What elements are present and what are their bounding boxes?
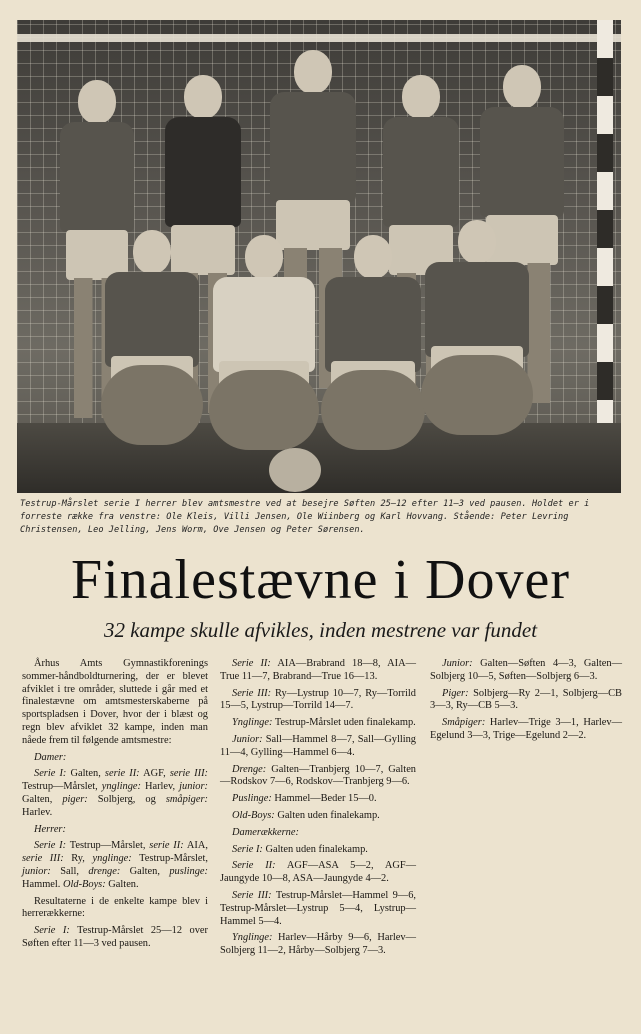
result-item: Serie II: AGF—ASA 5—2, AGF—Jaungyde 10—8, ASA—Jaungyde 4—2.: [220, 860, 417, 885]
result-item: Drenge: Galten—Tranbjerg 10—7, Galten—Rodskov 7—6, Rodskov—Tranbjerg 9—6.: [220, 763, 416, 788]
article-column-3: [430, 658, 622, 747]
result-serie-1: Serie I: Testrup-Mårslet 25—12 over Søften efter 11—3 ved pausen.: [22, 925, 208, 949]
intro-paragraph: Århus Amts Gymnastikforenings sommer-håndboldturnering, der er blevet afviklet i tre områder, sluttede i går med et finalestævne om amtsmesterskaberne på sportspladsen i Dover, hvor der i blæst og regn blev afviklet 32 kampe, inden man nåede frem til følgende amtsmestre:: [22, 658, 208, 746]
article-headline: Finalestævne i Dover: [70, 549, 571, 611]
result-item: Ynglinge: Testrup-Mårslet uden finalekamp.: [232, 717, 416, 729]
team-photo: [17, 20, 621, 493]
damer-champions: Serie I: Galten, serie II: AGF, serie III: Testrup—Mårslet, ynglinge: Harlev, junior: Galten, piger: Solbjerg, og småpiger: Harlev.: [22, 768, 209, 818]
kneeling-player: [97, 230, 207, 460]
result-item: Ynglinge: Harlev—Hårby 9—6, Harlev—Solbjerg 11—2, Hårby—Solbjerg 7—3.: [220, 932, 416, 957]
result-item: Junior: Galten—Søften 4—3, Galten—Solbjerg 10—5, Søften—Solbjerg 6—3.: [430, 658, 622, 682]
article-subheadline: 32 kampe skulle afvikles, inden mestrene var fundet: [103, 618, 538, 642]
result-item: Puslinge: Hammel—Beder 15—0.: [232, 793, 377, 805]
result-item: Serie III: Ry—Lystrup 10—7, Ry—Torrild 15—5, Lystrup—Torrild 14—7.: [220, 687, 416, 712]
kneeling-player: [317, 235, 429, 470]
result-item: Serie I: Galten uden finalekamp.: [232, 843, 368, 855]
results-intro: Resultaterne i de enkelte kampe blev i herrerækkerne:: [22, 895, 208, 920]
kneeling-player: [417, 220, 537, 460]
section-heading-damer: Damer:: [34, 751, 67, 763]
result-item: Småpiger: Harlev—Trige 3—1, Harlev—Egelund 3—3, Trige—Egelund 2—2.: [430, 717, 622, 741]
result-item: Piger: Solbjerg—Ry 2—1, Solbjerg—CB 3—3, Ry—CB 5—3.: [430, 687, 622, 712]
photo-caption: Testrup-Mårslet serie I herrer blev amtsmestre ved at besejre Søften 25—12 efter 11—3 ved pausen. Holdet er i forreste række fra venstre: Ole Kleis, Villi Jensen, Ole Wiinberg og Karl Hovvang. Stående: Peter Levring Christensen, Leo Jelling, Jens Worm, Ove Jensen og Peter Sørensen.: [20, 499, 590, 535]
section-heading-herrer: Herrer:: [34, 823, 66, 835]
kneeling-player: [205, 235, 323, 475]
result-item: Serie II: AIA—Brabrand 18—8, AIA—True 11—7, Brabrand—True 16—13.: [220, 658, 416, 682]
result-item: Serie III: Testrup-Mårslet—Hammel 9—6, Testrup-Mårslet—Lystrup 5—4, Lystrup—Hammel 5—4.: [220, 889, 416, 927]
result-item: Junior: Sall—Hammel 8—7, Sall—Gylling 11—4, Gylling—Hammel 6—4.: [220, 733, 416, 758]
herrer-champions: Serie I: Testrup—Mårslet, serie II: AIA, serie III: Ry, ynglinge: Testrup-Mårslet, junior: Sall, drenge: Galten, puslinge: Hammel. Old-Boys: Galten.: [22, 840, 208, 890]
handball: [269, 448, 321, 492]
result-item: Old-Boys: Galten uden finalekamp.: [232, 809, 380, 821]
section-heading-damerraekkerne: Damerækkerne:: [232, 826, 299, 838]
article-column-2: [220, 658, 416, 962]
goal-post: [597, 20, 613, 450]
article-column-1: [22, 658, 208, 955]
